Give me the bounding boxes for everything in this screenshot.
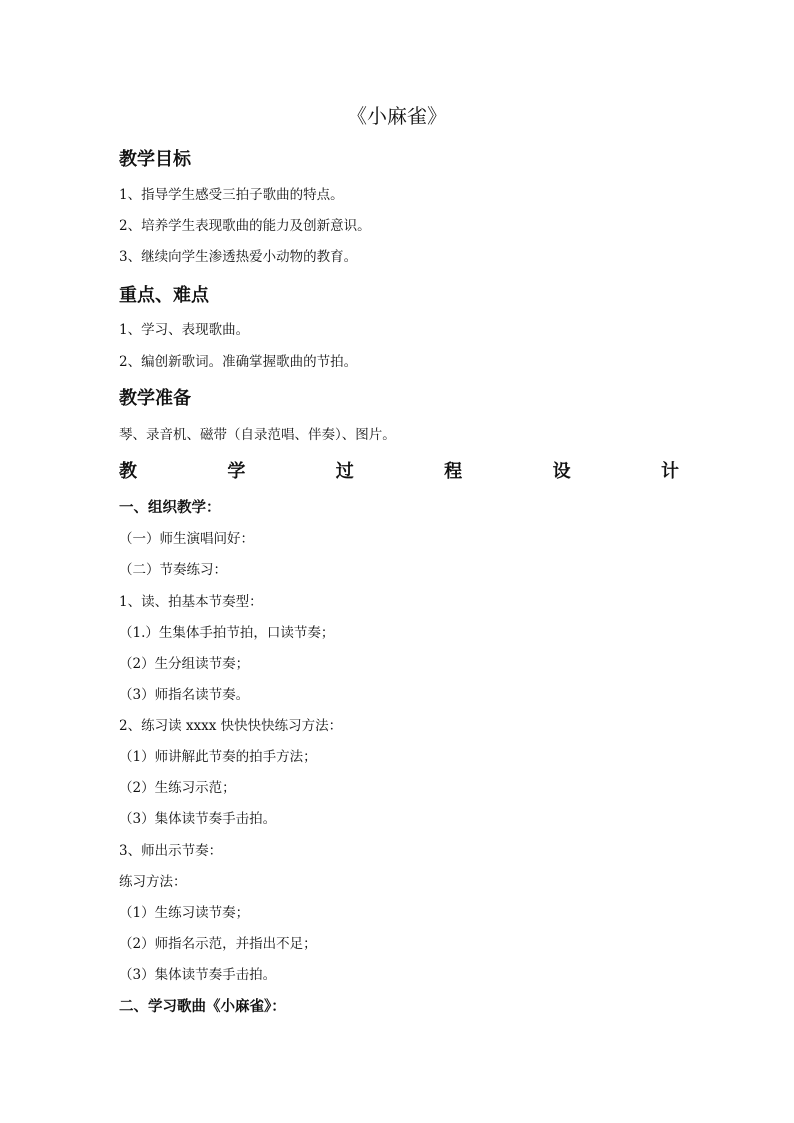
process-line: 练习方法： <box>119 874 187 890</box>
process-heading-char: 设 <box>552 461 571 482</box>
process-line: （3）集体读节奏手击拍。 <box>119 811 277 827</box>
process-line: （2）生分组读节奏； <box>119 656 250 672</box>
document-title: 《小麻雀》 <box>347 104 447 128</box>
process-line: （2）生练习示范； <box>119 780 236 796</box>
process-heading-char: 教 <box>119 461 137 482</box>
process-line: （二）节奏练习： <box>119 562 227 578</box>
process-line: （1）师讲解此节奏的拍手方法； <box>119 749 317 765</box>
preparation-text: 琴、录音机、磁带（自录范唱、伴奏）、图片。 <box>119 427 396 443</box>
part2-heading: 二、学习歌曲《小麻雀》： <box>119 998 286 1015</box>
process-line: 2、练习读 xxxx 快快快快练习方法： <box>119 718 343 734</box>
section-heading-preparation: 教学准备 <box>119 388 191 409</box>
process-heading-char: 过 <box>335 461 354 482</box>
section-heading-key-points: 重点、难点 <box>119 285 209 306</box>
objective-item-1: 1、指导学生感受三拍子歌曲的特点。 <box>119 187 344 203</box>
process-line: （2）师指名示范，并指出不足； <box>119 936 317 952</box>
part1-heading: 一、组织教学： <box>119 499 221 516</box>
process-line: （3）师指名读节奏。 <box>119 687 250 703</box>
section-heading-objectives: 教学目标 <box>119 149 191 170</box>
process-heading-char: 学 <box>227 461 246 482</box>
process-line: （1）生练习读节奏； <box>119 905 250 921</box>
key-point-item-2: 2、编创新歌词。准确掌握歌曲的节拍。 <box>119 354 358 370</box>
process-line: 3、师出示节奏： <box>119 843 223 859</box>
objective-item-2: 2、培养学生表现歌曲的能力及创新意识。 <box>119 218 371 234</box>
process-heading <box>119 460 679 484</box>
process-line: （3）集体读节奏手击拍。 <box>119 967 277 983</box>
process-line: 1、读、拍基本节奏型： <box>119 594 263 610</box>
process-line: （1.）生集体手拍节拍，口读节奏； <box>119 625 335 641</box>
key-point-item-1: 1、学习、表现歌曲。 <box>119 322 250 338</box>
process-heading-char: 程 <box>444 461 463 482</box>
objective-item-3: 3、继续向学生渗透热爱小动物的教育。 <box>119 249 358 265</box>
process-heading-char: 计 <box>660 461 679 482</box>
process-line: （一）师生演唱问好： <box>119 531 254 547</box>
